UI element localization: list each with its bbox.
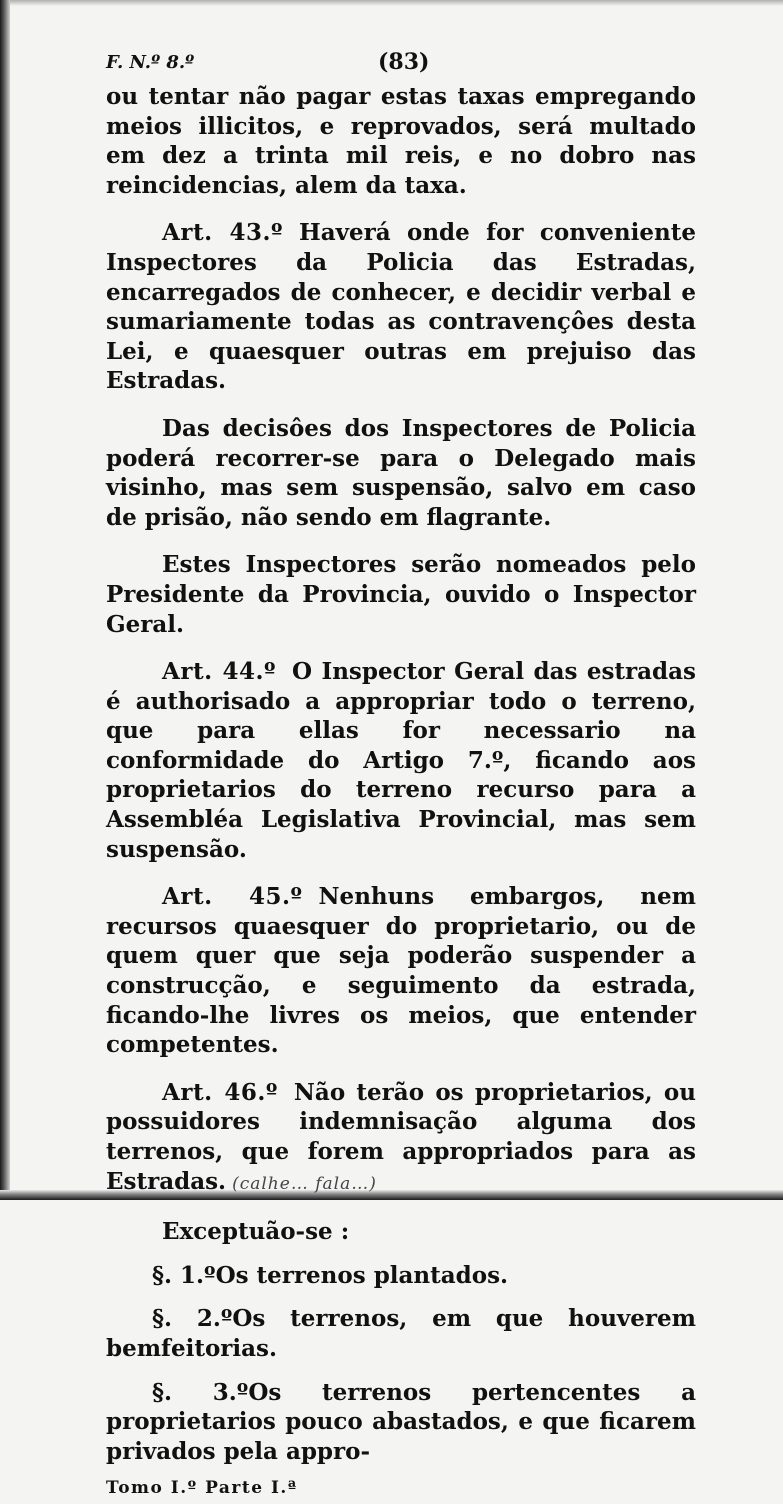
exception-item-1 (106, 1261, 696, 1291)
paragraph-appeal (106, 414, 696, 532)
article-text: Haverá onde for conveniente Inspectores da Policia das Estradas, encarregados de conhecer, e decidir verbal e sumariamente todas as contravençôes desta Lei, e quaesquer outras em prejuiso das Estradas. (106, 219, 696, 395)
section-text: Os terrenos pertencentes a proprietarios pouco abastados, e que ficarem privados pela appro- (106, 1378, 696, 1465)
article-text: O Inspector Geral das estradas é authorisado a appropriar todo o terreno, que para ellas for necessario na conformidade do Artigo 7.º, ficando aos proprietarios do terreno recurso para a Assembléa Legislativa Provincial, mas sem suspensão. (106, 658, 696, 863)
handwritten-annotation: (calhe… fala…) (232, 1173, 377, 1194)
article-label: Art. 46.º (162, 1078, 278, 1106)
paragraph-text: ou tentar não pagar estas taxas empregando meios illicitos, e reprovados, será multado em dez a trinta mil reis, e no dobro nas reincidencias, alem da taxa. (106, 83, 696, 199)
exception-item-3 (106, 1378, 696, 1467)
article-44 (106, 657, 696, 864)
article-43 (106, 218, 696, 396)
article-text: Não terão os proprietarios, ou possuidores indemnisação alguma dos terrenos, que forem appropriados para as Estradas. (106, 1078, 696, 1195)
paragraph-appointment (106, 550, 696, 639)
exception-item-2 (106, 1304, 696, 1363)
page-number: (83) (378, 49, 430, 75)
scan-top-edge (0, 0, 783, 6)
paragraph-text: Das decisôes dos Inspectores de Policia poderá recorrer-se para o Delegado mais visinho, mas sem suspensão, salvo em caso de prisão, não sendo em flagrante. (106, 414, 696, 531)
continuation-paragraph (106, 82, 696, 200)
signature-mark: F. N.º 8.º (106, 52, 195, 73)
section-label: §. 3.º (152, 1378, 249, 1406)
running-head (106, 48, 696, 82)
article-45 (106, 882, 696, 1060)
section-label: §. 2.º (152, 1305, 233, 1333)
section-text: Os terrenos, em que houverem bemfeitorias. (106, 1305, 696, 1362)
article-label: Art. 43.º (162, 219, 283, 247)
exceptions-intro: Exceptuão-se : (162, 1218, 350, 1246)
article-label: Art. 45.º (162, 883, 303, 911)
document-page (106, 48, 696, 1504)
article-text: Nenhuns embargos, nem recursos quaesquer do proprietario, ou de quem quer que seja poderão suspender a construcção, e seguimento da estrada, ficando-lhe livres os meios, que entender competentes. (106, 883, 696, 1059)
article-label: Art. 44.º (162, 658, 277, 686)
section-label: §. 1.º (152, 1261, 216, 1289)
section-text: Os terrenos plantados. (215, 1261, 509, 1289)
paragraph-text: Estes Inspectores serão nomeados pelo Presidente da Provincia, ouvido o Inspector Geral. (106, 551, 696, 638)
volume-footer: Tomo I.º Parte I.ª (106, 1478, 298, 1499)
article-46 (106, 1078, 696, 1199)
scan-left-edge (0, 0, 10, 1200)
